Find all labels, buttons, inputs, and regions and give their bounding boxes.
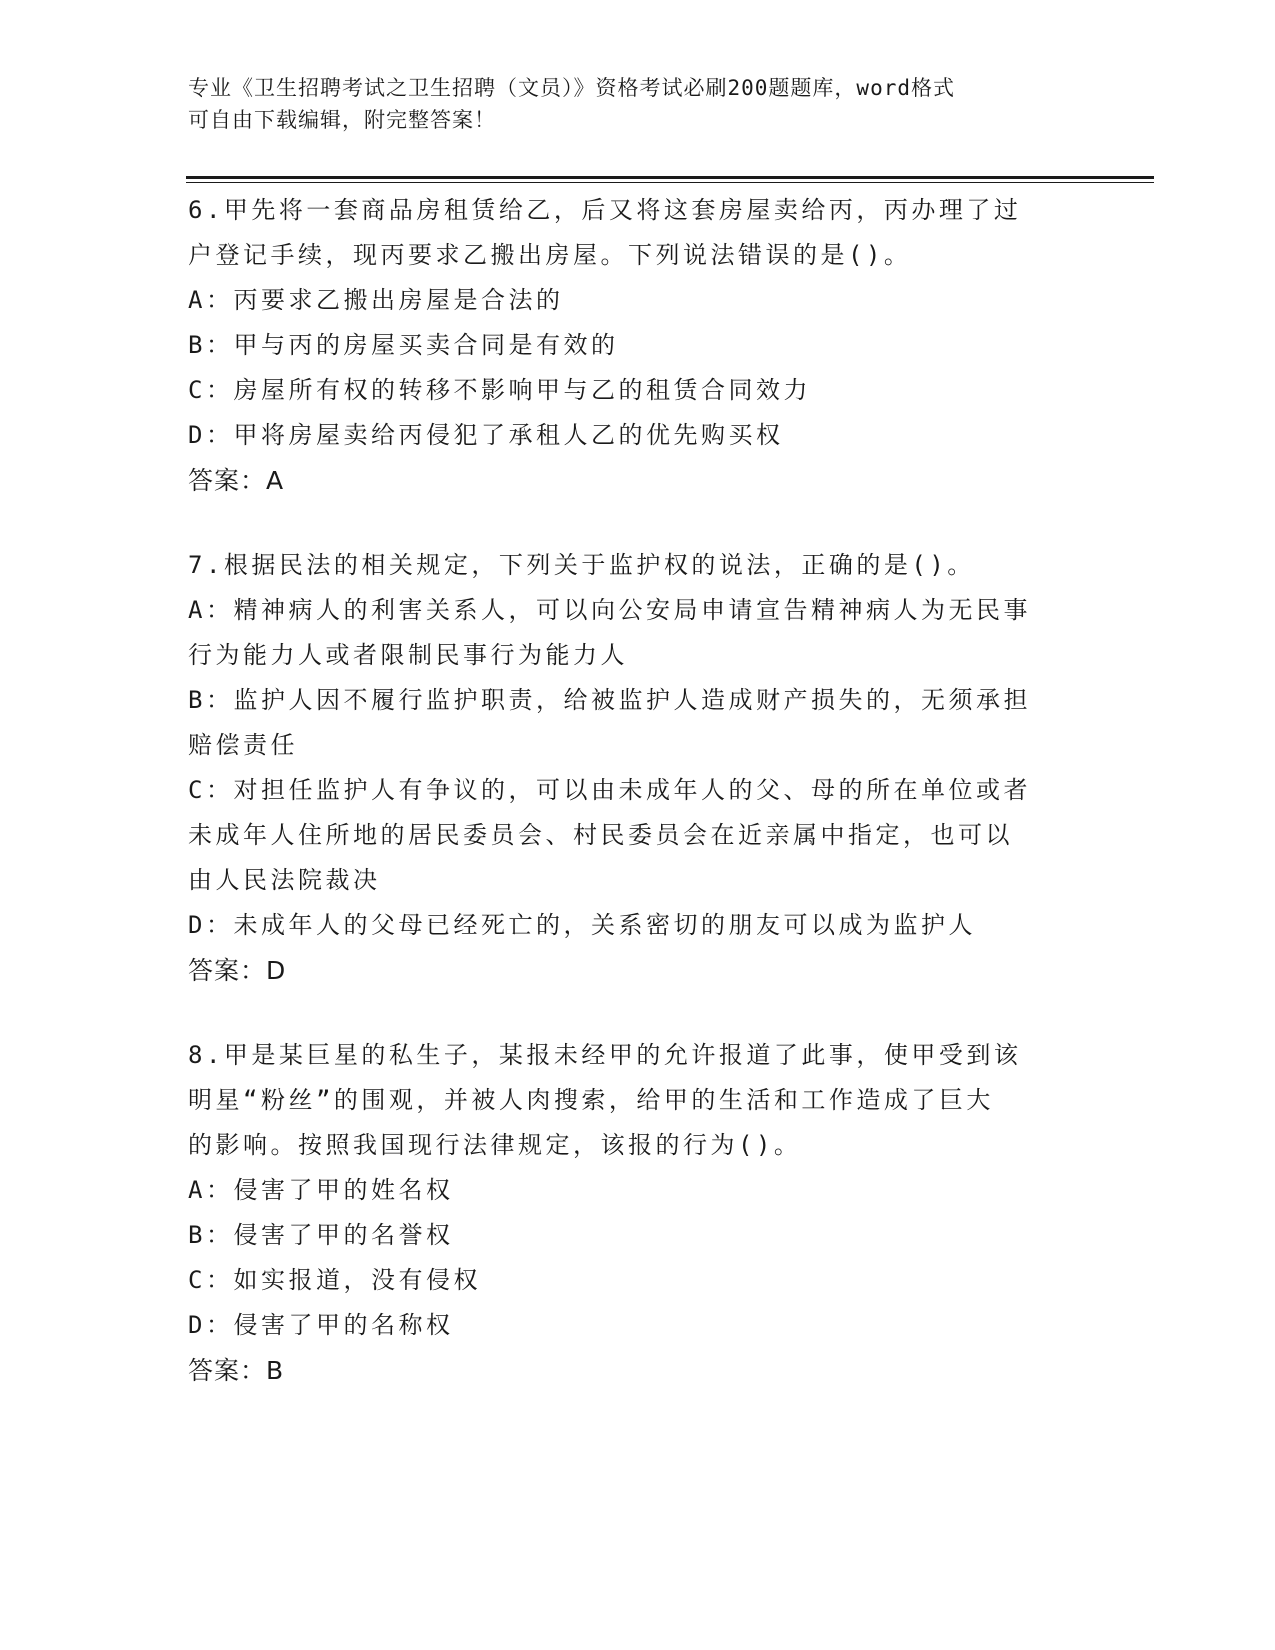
option-b: B：甲与丙的房屋买卖合同是有效的 (188, 331, 619, 359)
header-divider-thin (186, 182, 1154, 183)
option-a: A：精神病人的利害关系人，可以向公安局申请宣告精神病人为无民事 (188, 596, 1031, 624)
question-stem-line: 7.根据民法的相关规定，下列关于监护权的说法，正确的是()。 (188, 551, 975, 579)
question-stem-line: 6.甲先将一套商品房租赁给乙，后又将这套房屋卖给丙，丙办理了过 (188, 196, 1022, 224)
answer-key: 答案：D (188, 956, 287, 985)
question-stem-line: 明星“粉丝”的围观，并被人肉搜索，给甲的生活和工作造成了巨大 (188, 1086, 994, 1114)
header-divider-thick (186, 176, 1154, 179)
option-c-continued: 未成年人住所地的居民委员会、村民委员会在近亲属中指定，也可以 (188, 821, 1013, 849)
question-stem-line: 的影响。按照我国现行法律规定，该报的行为()。 (188, 1131, 802, 1159)
question-6 (188, 188, 1088, 503)
option-c: C：对担任监护人有争议的，可以由未成年人的父、母的所在单位或者 (188, 776, 1031, 804)
option-c: C：房屋所有权的转移不影响甲与乙的租赁合同效力 (188, 376, 811, 404)
option-a: A：侵害了甲的姓名权 (188, 1176, 454, 1204)
question-7 (188, 543, 1088, 993)
answer-key: 答案：B (188, 1356, 285, 1385)
option-d: D：未成年人的父母已经死亡的，关系密切的朋友可以成为监护人 (188, 911, 976, 939)
option-a: A：丙要求乙搬出房屋是合法的 (188, 286, 564, 314)
question-stem-line: 8.甲是某巨星的私生子，某报未经甲的允许报道了此事，使甲受到该 (188, 1041, 1022, 1069)
question-list (188, 188, 1088, 1393)
document-header (188, 72, 1068, 136)
header-line: 专业《卫生招聘考试之卫生招聘（文员）》资格考试必刷200题题库，word格式 (188, 76, 955, 100)
question-stem-line: 户登记手续，现丙要求乙搬出房屋。下列说法错误的是()。 (188, 241, 912, 269)
question-8 (188, 1033, 1088, 1393)
option-d: D：甲将房屋卖给丙侵犯了承租人乙的优先购买权 (188, 421, 784, 449)
option-b: B：监护人因不履行监护职责，给被监护人造成财产损失的，无须承担 (188, 686, 1031, 714)
answer-key: 答案：A (188, 466, 285, 495)
option-a-continued: 行为能力人或者限制民事行为能力人 (188, 641, 628, 669)
header-line: 可自由下载编辑，附完整答案！ (188, 108, 496, 132)
option-c: C：如实报道，没有侵权 (188, 1266, 481, 1294)
option-b-continued: 赔偿责任 (188, 731, 298, 759)
option-c-continued: 由人民法院裁决 (188, 866, 381, 894)
option-d: D：侵害了甲的名称权 (188, 1311, 454, 1339)
option-b: B：侵害了甲的名誉权 (188, 1221, 454, 1249)
